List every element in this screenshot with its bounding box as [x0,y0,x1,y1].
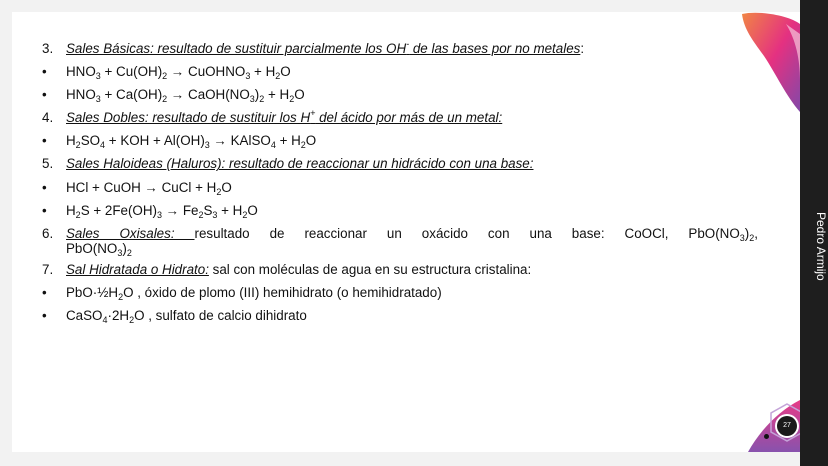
hydrate-item: • $CaSO_4\cdot 2H_2O$ , sulfato de calcio dihidrato [42,307,307,325]
heading-text: Sales Dobles: resultado de sustituir los H [66,110,311,126]
bullet: • [42,64,47,80]
heading-text: Sales Básicas: resultado de sustituir parcialmente los OH [66,41,407,56]
bullet: • [42,133,47,149]
heading-text: Sales Haloideas (Haluros): resultado de reaccionar un hidrácido con una base: [66,156,534,172]
list-number: 5. [42,156,54,172]
equation-item: • $H_2SO_4$ + KOH + $Al(OH)_3$ → KAlSO$_4$ + $H_2O$ [42,133,317,151]
bullet: • [42,87,47,103]
bullet: • [42,179,47,195]
equation-item: • $H_2S + 2Fe(OH)_3 \to Fe_2S_3 + H_2O$ [42,202,258,220]
heading-text: Sales Oxisales: [66,225,195,241]
equation-item: • $HNO_3 + Ca(OH)_2$ → $CaOH(NO_3)_2 + H_2O$ [42,87,305,105]
list-number: 7. [42,261,54,277]
author-name: Pedro Armijo [814,211,828,281]
equation-item: • HCl + CuOH → CuCl + $H_2O$ [42,179,232,197]
list-number: 6. [42,225,54,241]
bullet: • [42,284,47,300]
bullet: • [42,307,47,323]
heading-sales-basicas: 3. Sales Básicas: resultado de sustituir parcialmente los OH- de las bases por no metales: [42,39,585,56]
page-number-badge: 27 [777,416,797,436]
list-number: 3. [42,41,54,56]
oxisales-first-line: Sales Oxisales: resultado de reaccionar un oxácido con una base: CoOCl, $PbO(NO_3)_2$, [66,225,758,243]
decorative-dot [764,434,769,439]
bullet: • [42,202,47,218]
heading-text: Sal Hidratada o Hidrato: [66,261,209,277]
list-number: 4. [42,110,54,126]
heading-sal-hidratada: 7. Sal Hidratada o Hidrato: sal con moléculas de agua en su estructura cristalina: [42,261,532,277]
equation-item: • $HNO_3 + Cu(OH)_2$ → CuOHNO$_3$ + $H_2O$ [42,64,291,82]
hydrate-item: • $PbO\cdot\frac{1}{2}H_2O$ , óxido de plomo (III) hemihidrato (o hemihidratado) [42,284,442,302]
oxisales-second-line: $PbO(NO_3)_2$ [66,240,132,258]
heading-sales-dobles: 4. Sales Dobles: resultado de sustituir los H+ del ácido por más de un metal: [42,108,503,126]
top-right-swirl [742,13,800,112]
